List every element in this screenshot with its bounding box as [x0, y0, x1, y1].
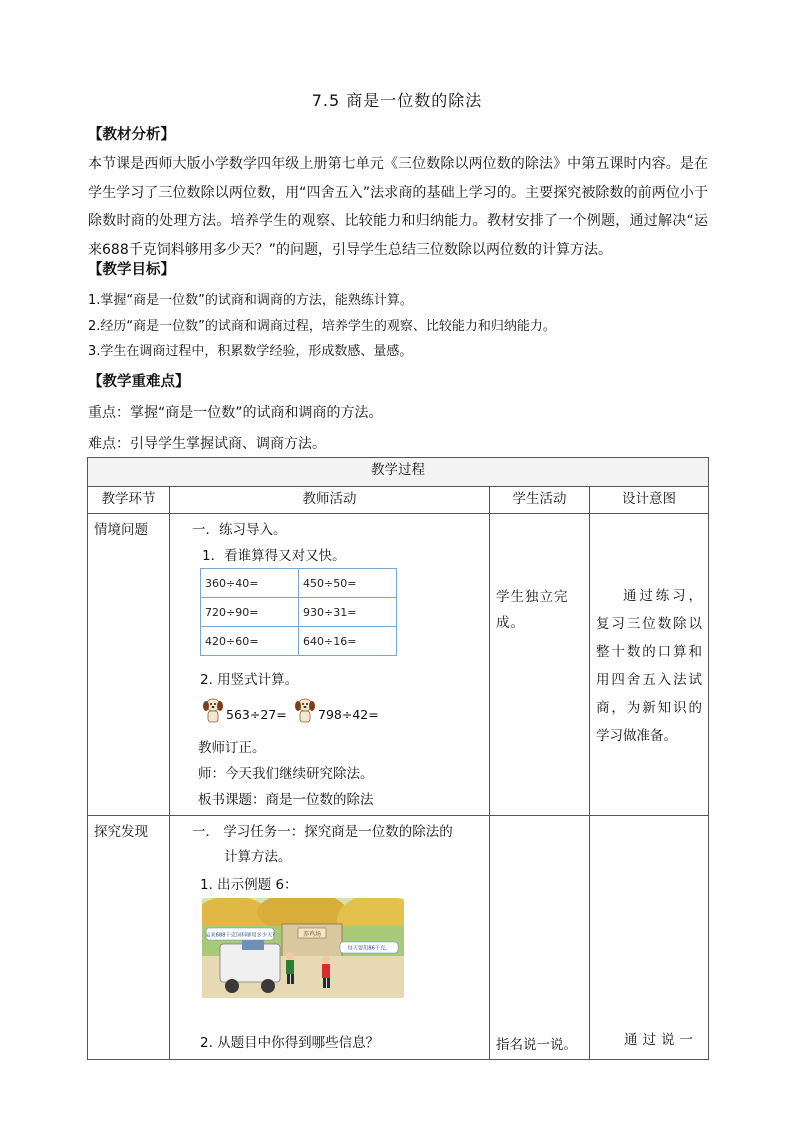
teacher-line: 2. 用竖式计算。	[200, 672, 299, 688]
design-cell-1	[590, 514, 709, 816]
teacher-cell-2	[170, 816, 490, 1060]
design-intent: 通过练习，复习三位数除以整十数的口算和用四舍五入法试商，为新知识的学习做准备。	[596, 588, 702, 744]
teacher-line: 板书课题：商是一位数的除法	[198, 792, 374, 808]
keypoints-heading: 【教学重难点】	[88, 374, 190, 390]
student-activity: 学生独立完成。	[496, 589, 569, 631]
focus-point: 重点：掌握“商是一位数”的试商和调商的方法。	[88, 405, 383, 421]
goal-item-3: 3.学生在调商过程中，积累数学经验，形成数感、量感。	[88, 344, 413, 359]
teaching-process-table	[87, 457, 709, 1060]
farm-sign-text: 养鸡场	[302, 931, 322, 938]
teacher-line: 一． 学习任务一：探究商是一位数的除法的	[192, 824, 453, 840]
goal-item-1: 1.掌握“商是一位数”的试商和调商的方法，能熟练计算。	[88, 293, 413, 308]
oral-calc-table	[200, 568, 397, 656]
calc-cell: 720÷90=	[201, 598, 299, 627]
bubble-info-text: 每天要用86千克。	[347, 945, 391, 952]
calc-cell: 420÷60=	[201, 627, 299, 656]
page-title: 7.5 商是一位数的除法	[311, 91, 483, 110]
puppy-icon	[202, 696, 224, 724]
calc-cell: 360÷40=	[201, 569, 299, 598]
teacher-line: 1. 出示例题 6：	[200, 877, 298, 893]
example-illustration	[202, 898, 404, 998]
division-expression: 563÷27=	[226, 707, 287, 722]
calc-cell: 450÷50=	[299, 569, 397, 598]
student-cell-1	[490, 514, 590, 816]
col-header-student: 学生活动	[490, 487, 590, 514]
col-header-design: 设计意图	[590, 487, 709, 514]
calc-cell: 640÷16=	[299, 627, 397, 656]
design-cell-2	[590, 816, 709, 1060]
analysis-paragraph: 本节课是西师大版小学数学四年级上册第七单元《三位数除以两位数的除法》中第五课时内容。是在学生学习了三位数除以两位数，用“四舍五入”法求商的基础上学习的。主要探究被除数的前两位小于除数时商的处理方法。培养学生的观察、比较能力和归纳能力。教材安排了一个例题，通过解决“运来688千克饲料够用多少天？”的问题，引导学生总结三位数除以两位数的计算方法。	[88, 156, 708, 258]
student-activity: 指名说一说。	[496, 1037, 577, 1053]
puppy-icon	[294, 696, 316, 724]
design-intent: 通过说一	[624, 1032, 698, 1048]
division-expression: 798÷42=	[318, 707, 379, 722]
teacher-line: 计算方法。	[224, 849, 292, 865]
table-band-title: 教学过程	[88, 458, 709, 487]
col-header-stage: 教学环节	[88, 487, 170, 514]
teacher-cell-1	[170, 514, 490, 816]
farm-scene-image	[202, 898, 404, 998]
bubble-question-text: 运来688千克饲料够用多少天?	[205, 932, 275, 939]
calc-cell: 930÷31=	[299, 598, 397, 627]
goals-heading: 【教学目标】	[88, 262, 175, 278]
col-header-teacher: 教师活动	[170, 487, 490, 514]
teacher-line: 教师订正。	[198, 740, 266, 756]
analysis-heading: 【教材分析】	[88, 127, 175, 143]
goal-item-2: 2.经历“商是一位数”的试商和调商过程，培养学生的观察、比较能力和归纳能力。	[88, 319, 556, 334]
teacher-line: 一．练习导入。	[192, 522, 287, 538]
teacher-line: 2. 从题目中你得到哪些信息？	[200, 1035, 380, 1051]
stage-cell-1: 情境问题	[88, 514, 170, 816]
teacher-line: 师：今天我们继续研究除法。	[198, 766, 374, 782]
stage-cell-2: 探究发现	[88, 816, 170, 1060]
student-cell-2	[490, 816, 590, 1060]
teacher-line: 1．看谁算得又对又快。	[202, 548, 346, 564]
difficulty-point: 难点：引导学生掌握试商、调商方法。	[88, 436, 326, 452]
